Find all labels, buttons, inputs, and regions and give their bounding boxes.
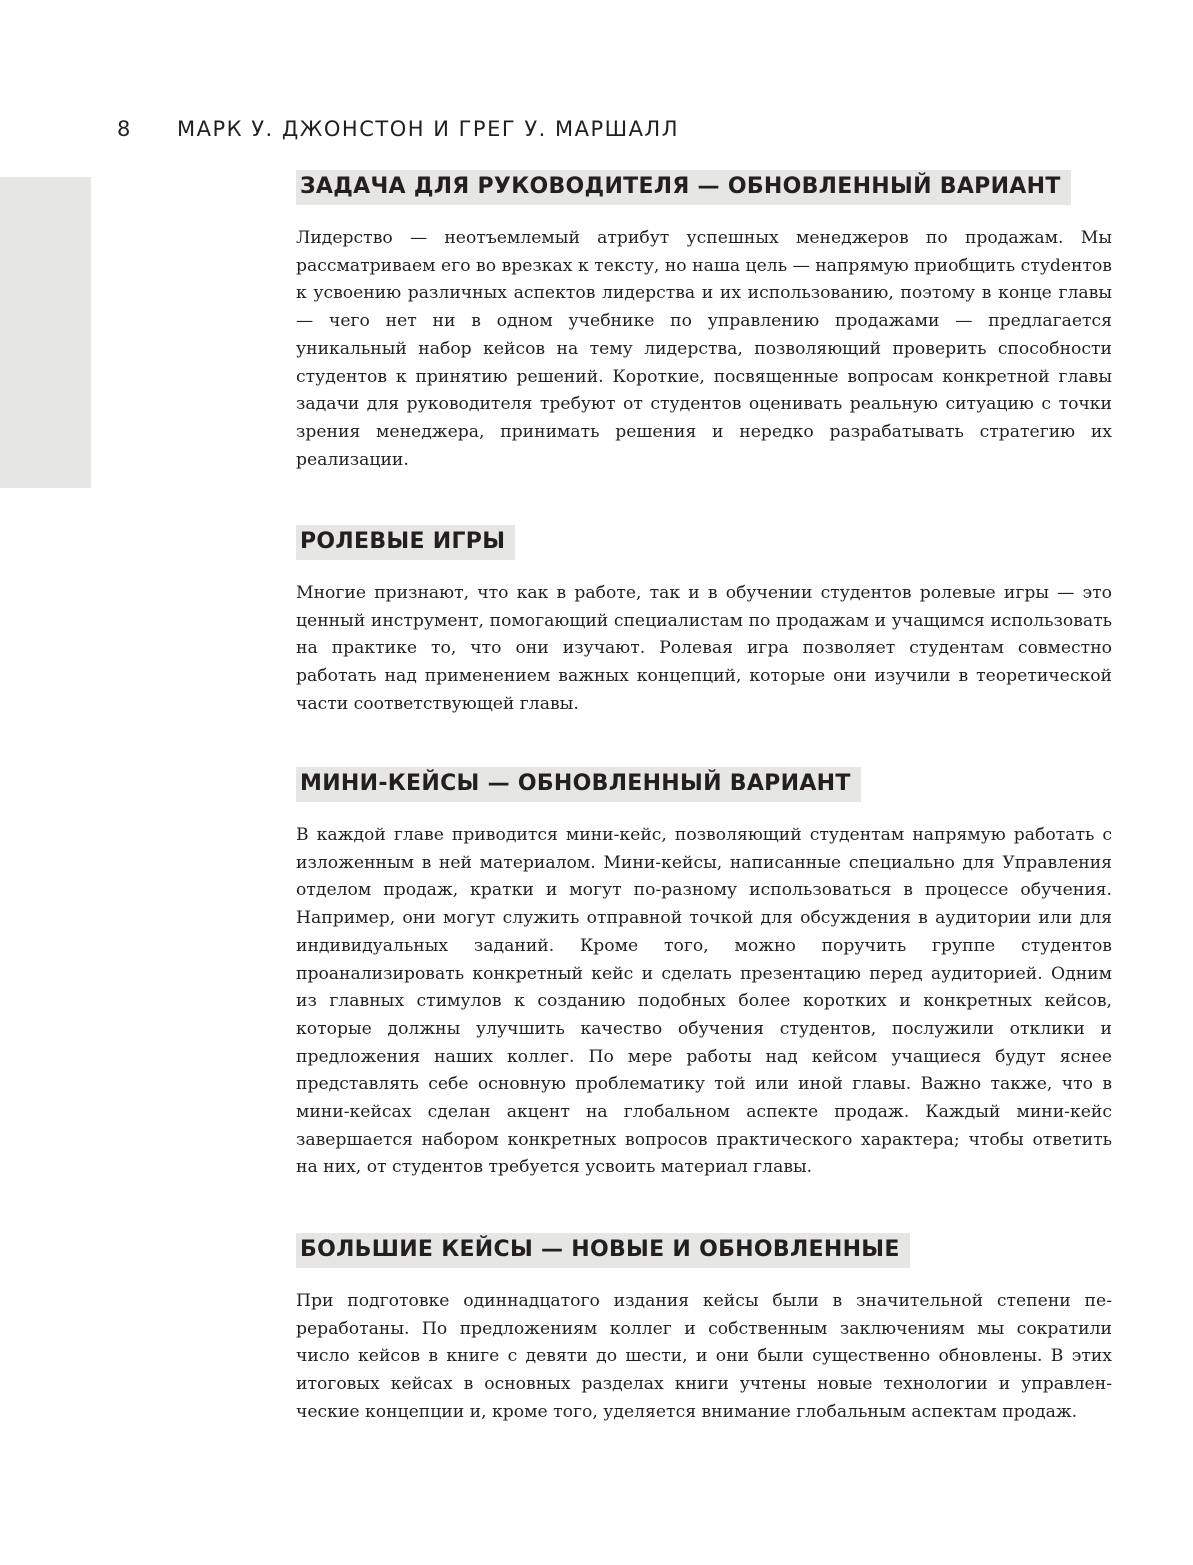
section-paragraph: При подготовке одиннадцатого издания кейсы были в значительной степени переработаны. По предложениям коллег и собственным заключениям мы сократили число кейсов в книге с девяти до шести, и они были существенно обновлены. В этих итоговых кейсах в основных разделах книги учтены новые технологии и управленческие концепции и, кроме того, уделяется внимание глобальным аспектам продаж. bbox=[296, 1291, 1112, 1422]
section-paragraph: В каждой главе приводится мини-кейс, позволяющий студентам напрямую работать с изложенным в ней материалом. Мини-кейсы, написанные специально для Управления отделом продаж, кратки и могут по-разному использоваться в процессе обучения. Например, они могут служить отправной точкой для обсуждения в аудитории или для индивидуальных заданий. Кроме того, можно поручить группе студентов проанализировать конкретный кейс и сделать презентацию перед аудиторией. Одним из главных стимулов к созданию подобных более коротких и конкретных кейсов, которые должны улучшить качество обучения студентов, послужили отклики и предложения наших коллег. По мере работы над кейсом учащиеся будут яснее представлять себе основную проблематику той или иной главы. Важно также, что в мини-кейсах сделан акцент на глобальном аспекте продаж. Каждый мини-кейс завершается набором конкретных вопросов практического характера; чтобы ответить на них, от студентов требуется усвоить материал главы. bbox=[296, 825, 1112, 1178]
section-manager-task bbox=[296, 170, 1112, 474]
section-large-cases bbox=[296, 1233, 1112, 1427]
section-heading: МИНИ-КЕЙСЫ — ОБНОВЛЕННЫЙ ВАРИАНТ bbox=[296, 767, 861, 802]
section-heading: ЗАДАЧА ДЛЯ РУКОВОДИТЕЛЯ — ОБНОВЛЕННЫЙ ВАРИАНТ bbox=[296, 170, 1071, 205]
side-tab-marker bbox=[0, 177, 91, 488]
running-head bbox=[117, 117, 679, 141]
running-head-authors: МАРК У. ДЖОНСТОН И ГРЕГ У. МАРШАЛЛ bbox=[177, 117, 680, 141]
section-paragraph: Лидерство — неотъемлемый атрибут успешных менеджеров по продажам. Мы рассматриваем его во врезках к тексту, но наша цель — напрямую приобщить стуdентов к усвоению различных аспектов лидерства и их использованию, поэтому в конце главы — чего нет ни в одном учебнике по управлению продажами — предлагается уникальный набор кейсов на тему лидерства, позволяющий проверить способности студентов к принятию решений. Короткие, посвященные вопросам конкретной главы задачи для руководителя требуют от студентов оценивать реальную ситуацию с точки зрения менеджера, принимать решения и нередко разрабатывать стратегию их реализации. bbox=[296, 228, 1112, 470]
section-heading: БОЛЬШИЕ КЕЙСЫ — НОВЫЕ И ОБНОВЛЕННЫЕ bbox=[296, 1233, 910, 1268]
section-mini-cases bbox=[296, 767, 1112, 1182]
section-paragraph: Многие признают, что как в работе, так и в обучении студентов ролевые игры — это ценный инструмент, помогающий специалистам по продажам и учащимся использовать на практике то, что они изучают. Ролевая игра позволяет студентам совместно работать над применением важных концепций, которые они изучили в теоретической части соответствующей главы. bbox=[296, 583, 1112, 714]
page-number: 8 bbox=[117, 117, 132, 141]
section-heading: РОЛЕВЫЕ ИГРЫ bbox=[296, 525, 515, 560]
section-role-play bbox=[296, 525, 1112, 719]
